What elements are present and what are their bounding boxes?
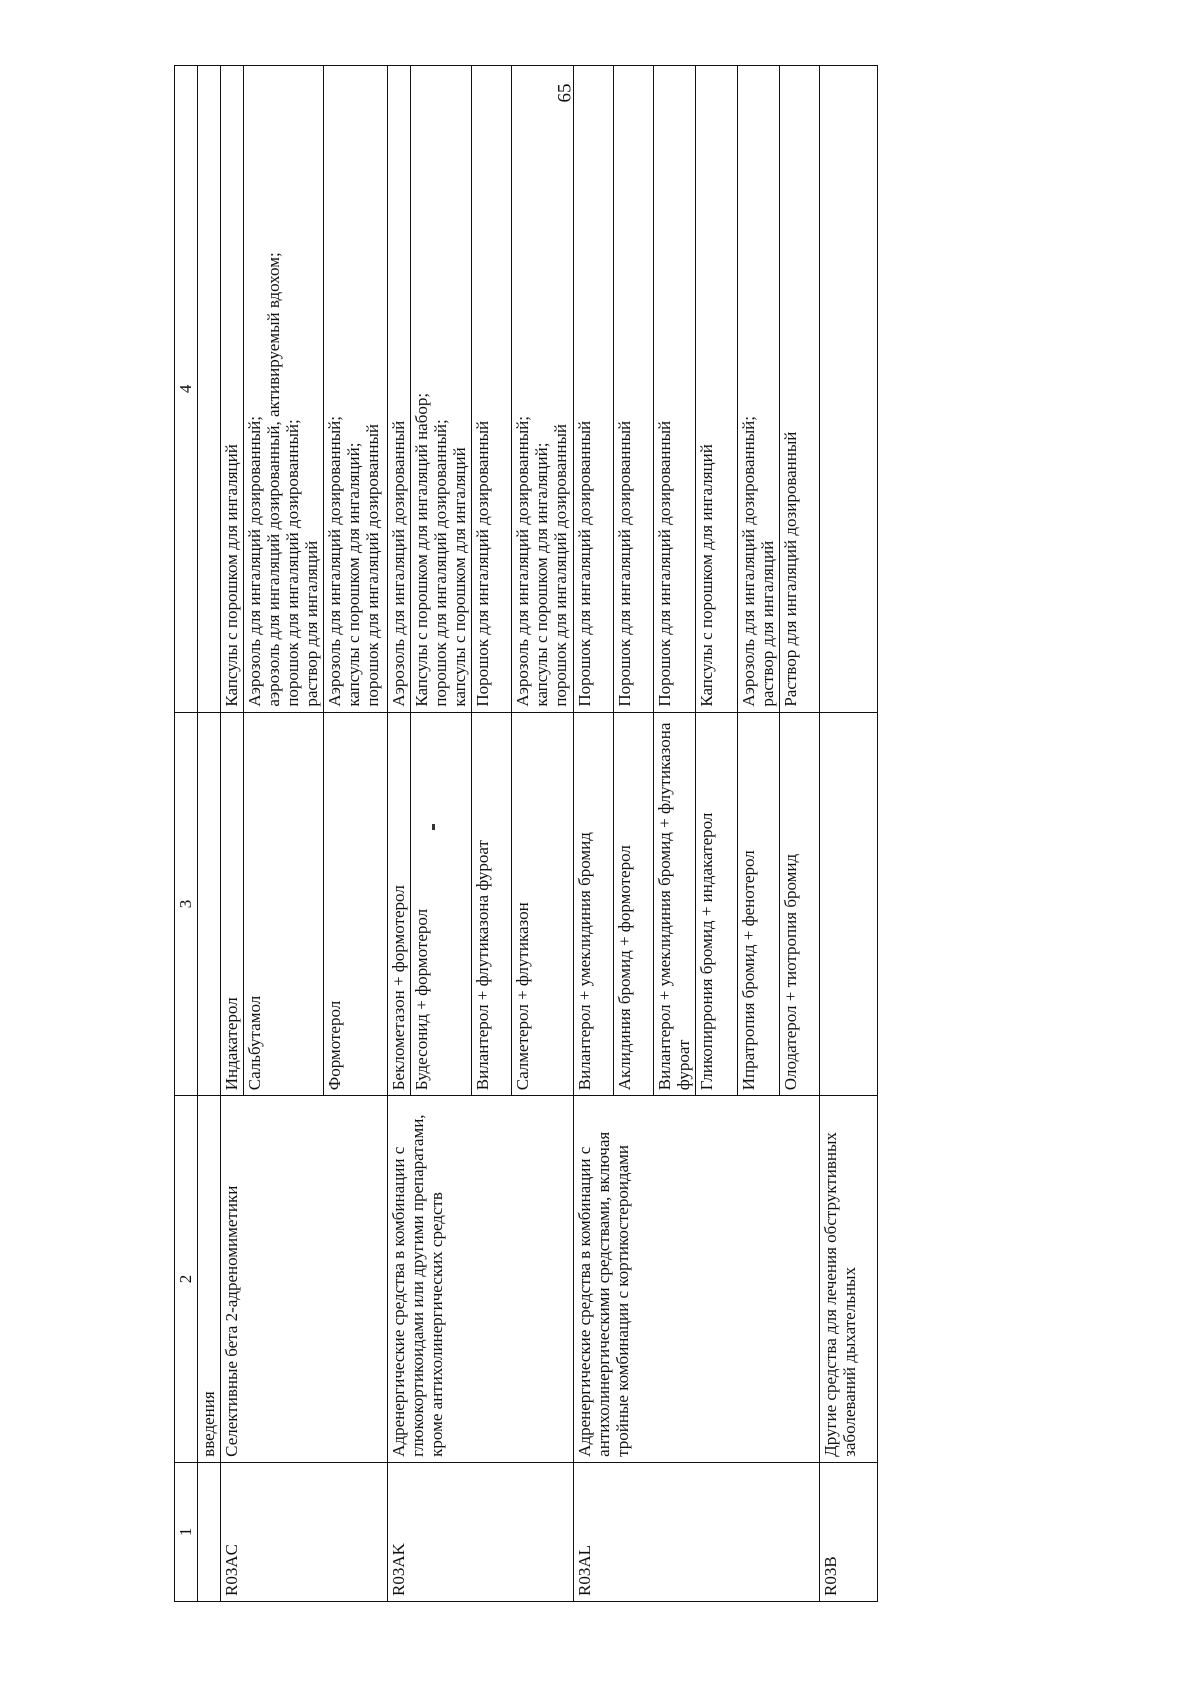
drug-name-cell: Вилантерол + флутиказона фуроат xyxy=(472,712,512,1096)
dosage-form-line: Аэрозоль для ингаляций дозированный; xyxy=(245,416,264,707)
dosage-form-cell xyxy=(738,66,780,713)
table-header-row xyxy=(175,66,198,1602)
dosage-form-cell xyxy=(221,66,244,713)
dosage-form-cell xyxy=(411,66,472,713)
dosage-form-line: Аэрозоль для ингаляций дозированный; xyxy=(739,416,758,707)
drug-name-cell: Вилантерол + умеклидиния бромид + флутиказона фуроат xyxy=(654,712,696,1096)
dosage-form-line: порошок для ингаляций дозированный; xyxy=(283,419,302,707)
dosage-form-line: Порошок для ингаляций дозированный xyxy=(575,420,594,707)
dosage-form-line: аэрозоль для ингаляций дозированный, активируемый вдохом; xyxy=(264,252,283,707)
dosage-form-cell xyxy=(472,66,512,713)
dosage-form-cell xyxy=(512,66,574,713)
header-cell-4: 4 xyxy=(175,66,198,713)
continuation-text: введения xyxy=(198,1096,221,1463)
dosage-form-line: Капсулы с порошком для ингаляций xyxy=(697,444,716,707)
dosage-form-line: раствор для ингаляций xyxy=(302,540,321,707)
atc-code-cell: R03B xyxy=(820,1462,878,1601)
drug-name-cell: Салметерол + флутиказон xyxy=(512,712,574,1096)
header-cell-3: 3 xyxy=(175,712,198,1096)
dosage-form-line: Порошок для ингаляций дозированный xyxy=(473,420,492,707)
group-name-cell: Адренергические средства в комбинации с глюкокортикоидами или другими препаратами, кроме антихолинергических средств xyxy=(388,1096,574,1463)
page-number-text: 65 xyxy=(554,83,575,103)
table-row xyxy=(574,66,614,1602)
group-name-cell: Другие средства для лечения обструктивных заболеваний дыхательных xyxy=(820,1096,878,1463)
drug-name-cell xyxy=(820,712,878,1096)
dosage-form-line: порошок для ингаляций дозированный xyxy=(551,424,570,707)
drug-name-cell: Гликопиррония бромид + индакатерол xyxy=(696,712,738,1096)
dosage-form-line: порошок для ингаляций дозированный; xyxy=(431,419,450,707)
drug-name-cell: Вилантерол + умеклидиния бромид xyxy=(574,712,614,1096)
table-row xyxy=(388,66,411,1602)
dosage-form-cell xyxy=(388,66,411,713)
group-name-cell: Адренергические средства в комбинации с антихолинергическими средствами, включая тройные комбинации с кортикостероидами xyxy=(574,1096,820,1463)
dosage-form-cell xyxy=(574,66,614,713)
atc-code-cell: R03AL xyxy=(574,1462,820,1601)
table-row xyxy=(221,66,244,1602)
dosage-form-cell xyxy=(324,66,388,713)
dosage-form-cell xyxy=(696,66,738,713)
dosage-form-line: капсулы с порошком для ингаляций xyxy=(450,447,469,707)
continuation-code-cell xyxy=(198,1462,221,1601)
header-cell-2: 2 xyxy=(175,1096,198,1463)
continuation-empty-4 xyxy=(198,66,221,713)
atc-code-cell: R03AC xyxy=(221,1462,388,1601)
dosage-form-line: порошок для ингаляций дозированный xyxy=(363,424,382,707)
dosage-form-line: Порошок для ингаляций дозированный xyxy=(615,420,634,707)
header-cell-1: 1 xyxy=(175,1462,198,1601)
continuation-row xyxy=(198,66,221,1602)
drug-table xyxy=(174,65,878,1602)
dosage-form-line: Порошок для ингаляций дозированный xyxy=(655,420,674,707)
dosage-form-cell xyxy=(780,66,820,713)
drug-name-cell: Аклидиния бромид + формотерол xyxy=(614,712,654,1096)
drug-name-cell: Беклометазон + формотерол xyxy=(388,712,411,1096)
drug-name-cell: Олодатерол + тиотропия бромид xyxy=(780,712,820,1096)
dosage-form-cell xyxy=(614,66,654,713)
dosage-form-cell xyxy=(244,66,324,713)
dosage-form-line: Аэрозоль для ингаляций дозированный xyxy=(389,420,408,707)
dosage-form-line: Капсулы с порошком для ингаляций xyxy=(222,444,241,707)
drug-name-cell: Ипратропия бромид + фенотерол xyxy=(738,712,780,1096)
drug-name-cell: Сальбутамол xyxy=(244,712,324,1096)
rotated-table-container xyxy=(174,65,1079,1602)
dosage-form-line: Аэрозоль для ингаляций дозированный; xyxy=(513,416,532,707)
group-name-cell: Селективные бета 2-адреномиметики xyxy=(221,1096,388,1463)
drug-name-cell: Индакатерол xyxy=(221,712,244,1096)
dosage-form-cell xyxy=(654,66,696,713)
continuation-empty-3 xyxy=(198,712,221,1096)
dosage-form-line: Капсулы с порошком для ингаляций набор; xyxy=(412,392,431,707)
drug-name-cell: Формотерол xyxy=(324,712,388,1096)
atc-code-cell: R03AK xyxy=(388,1462,574,1601)
table-row xyxy=(820,66,878,1602)
dosage-form-line: Аэрозоль для ингаляций дозированный; xyxy=(325,416,344,707)
dosage-form-cell xyxy=(820,66,878,713)
dosage-form-line: раствор для ингаляций xyxy=(758,540,777,707)
dosage-form-line: капсулы с порошком для ингаляций; xyxy=(532,442,551,707)
drug-name-cell: Будесонид + формотерол xyxy=(411,712,472,1096)
dosage-form-line: Раствор для ингаляций дозированный xyxy=(781,431,800,707)
dosage-form-line: капсулы с порошком для ингаляций; xyxy=(344,442,363,707)
table-body xyxy=(175,66,878,1602)
